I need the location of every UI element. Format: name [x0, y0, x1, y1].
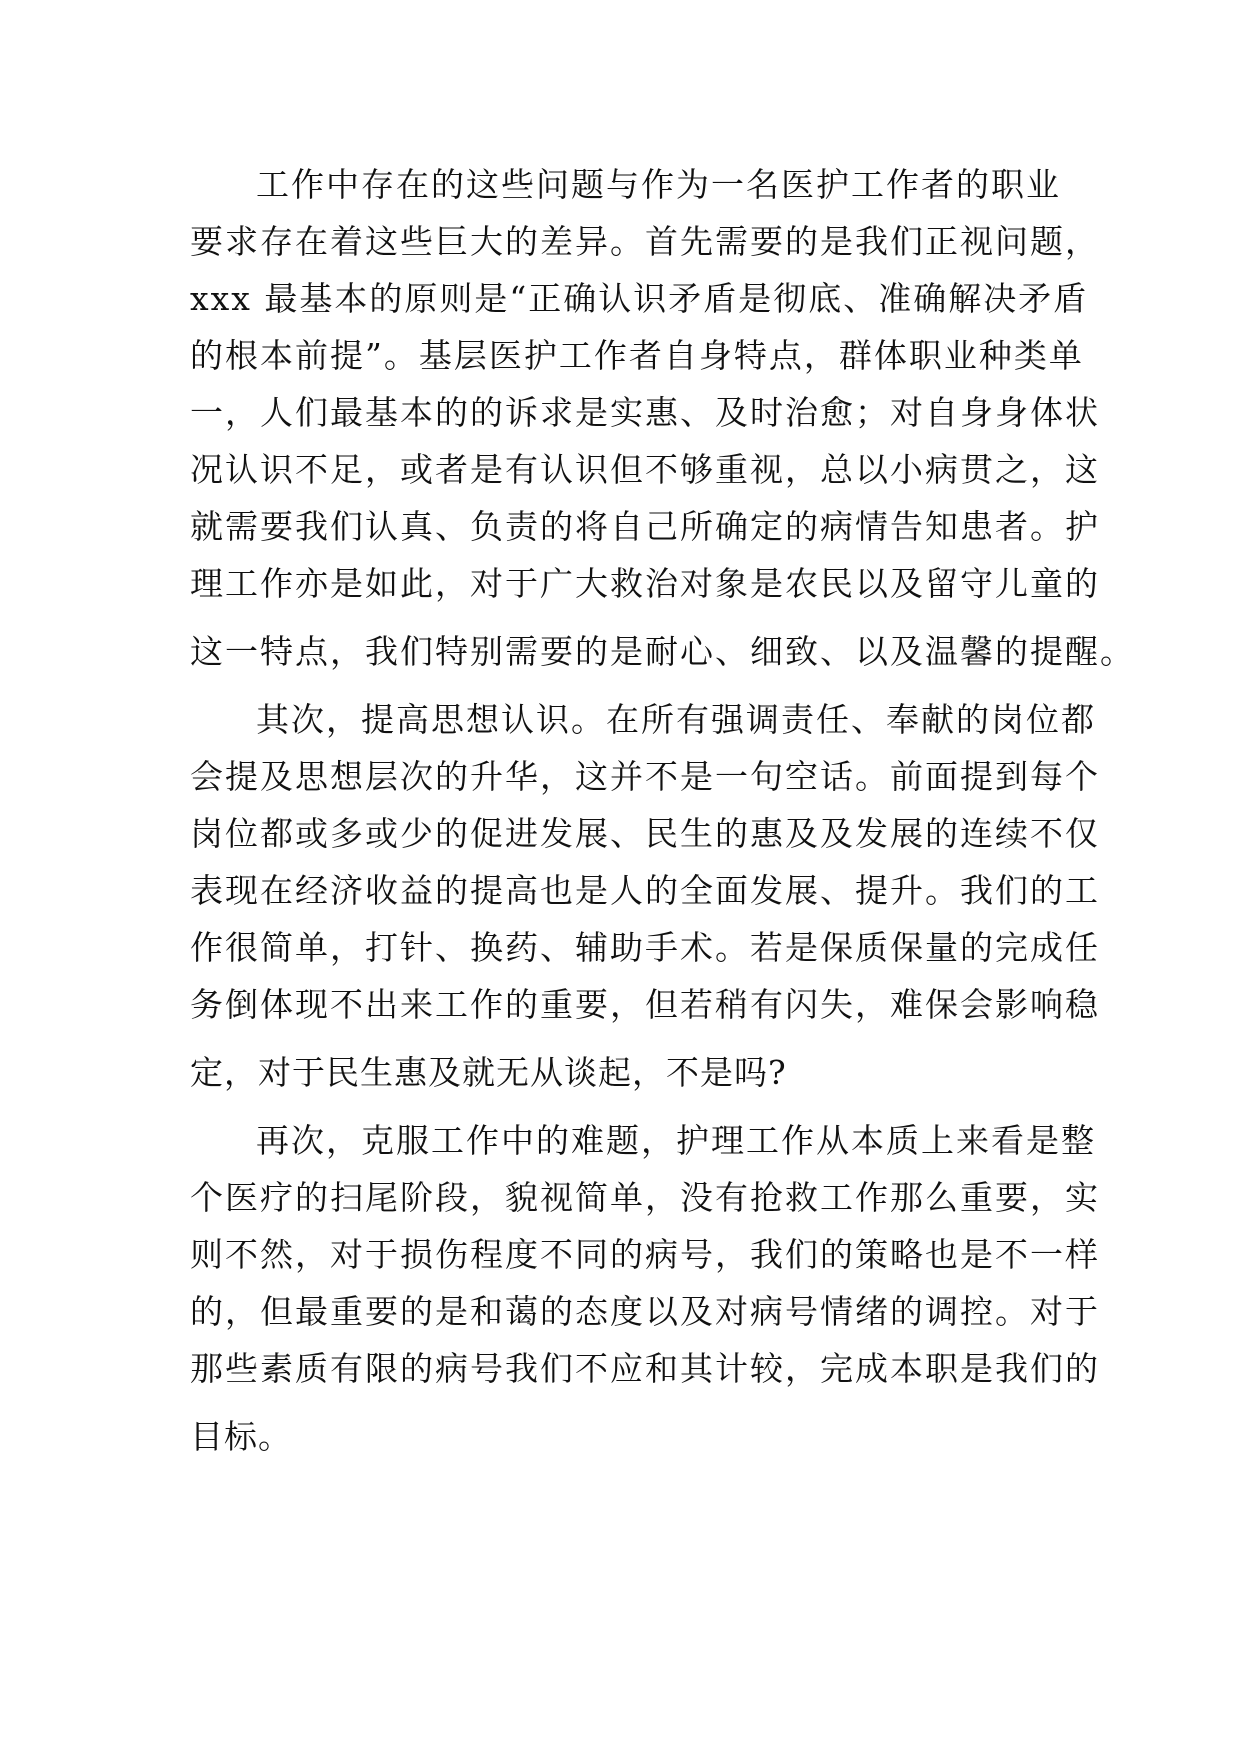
text-line: 理工作亦是如此，对于广大救治对象是农民以及留守儿童的 — [190, 564, 1100, 603]
text-line: 这一特点，我们特别需要的是耐心、细致、以及温馨的提醒。 — [190, 632, 1135, 671]
text-line: 目标。 — [190, 1417, 292, 1456]
text-line: 其次，提高思想认识。在所有强调责任、奉献的岗位都 — [256, 700, 1096, 739]
text-line: 则不然，对于损伤程度不同的病号，我们的策略也是不一样 — [190, 1235, 1100, 1274]
paragraph-2 — [190, 691, 1100, 1101]
text-line: 的根本前提”。基层医护工作者自身特点，群体职业种类单 — [190, 336, 1084, 375]
paragraph-1 — [190, 156, 1135, 680]
text-line: 岗位都或多或少的促进发展、民生的惠及及发展的连续不仅 — [190, 814, 1100, 853]
text-line: 那些素质有限的病号我们不应和其计较，完成本职是我们的 — [190, 1349, 1100, 1388]
text-line: 务倒体现不出来工作的重要，但若稍有闪失，难保会影响稳 — [190, 985, 1100, 1024]
text-line: 的，但最重要的是和蔼的态度以及对病号情绪的调控。对于 — [190, 1292, 1100, 1331]
text-line: xxx 最基本的原则是“正确认识矛盾是彻底、准确解决矛盾 — [190, 279, 1089, 318]
text-line: 作很简单，打针、换药、辅助手术。若是保质保量的完成任 — [190, 928, 1100, 967]
text-line: 一，人们最基本的的诉求是实惠、及时治愈；对自身身体状 — [190, 393, 1100, 432]
text-line: 表现在经济收益的提高也是人的全面发展、提升。我们的工 — [190, 871, 1100, 910]
document-body — [190, 156, 1135, 1465]
text-line: 再次，克服工作中的难题，护理工作从本质上来看是整 — [256, 1121, 1096, 1160]
text-line: 会提及思想层次的升华，这并不是一句空话。前面提到每个 — [190, 757, 1100, 796]
text-line: 就需要我们认真、负责的将自己所确定的病情告知患者。护 — [190, 507, 1100, 546]
text-line: 工作中存在的这些问题与作为一名医护工作者的职业 — [256, 165, 1061, 204]
text-line: 况认识不足，或者是有认识但不够重视，总以小病贯之，这 — [190, 450, 1100, 489]
text-line: 要求存在着这些巨大的差异。首先需要的是我们正视问题， — [190, 222, 1100, 261]
paragraph-3 — [190, 1112, 1100, 1465]
text-line: 个医疗的扫尾阶段，貌视简单，没有抢救工作那么重要，实 — [190, 1178, 1100, 1217]
text-line: 定，对于民生惠及就无从谈起，不是吗? — [190, 1053, 787, 1092]
